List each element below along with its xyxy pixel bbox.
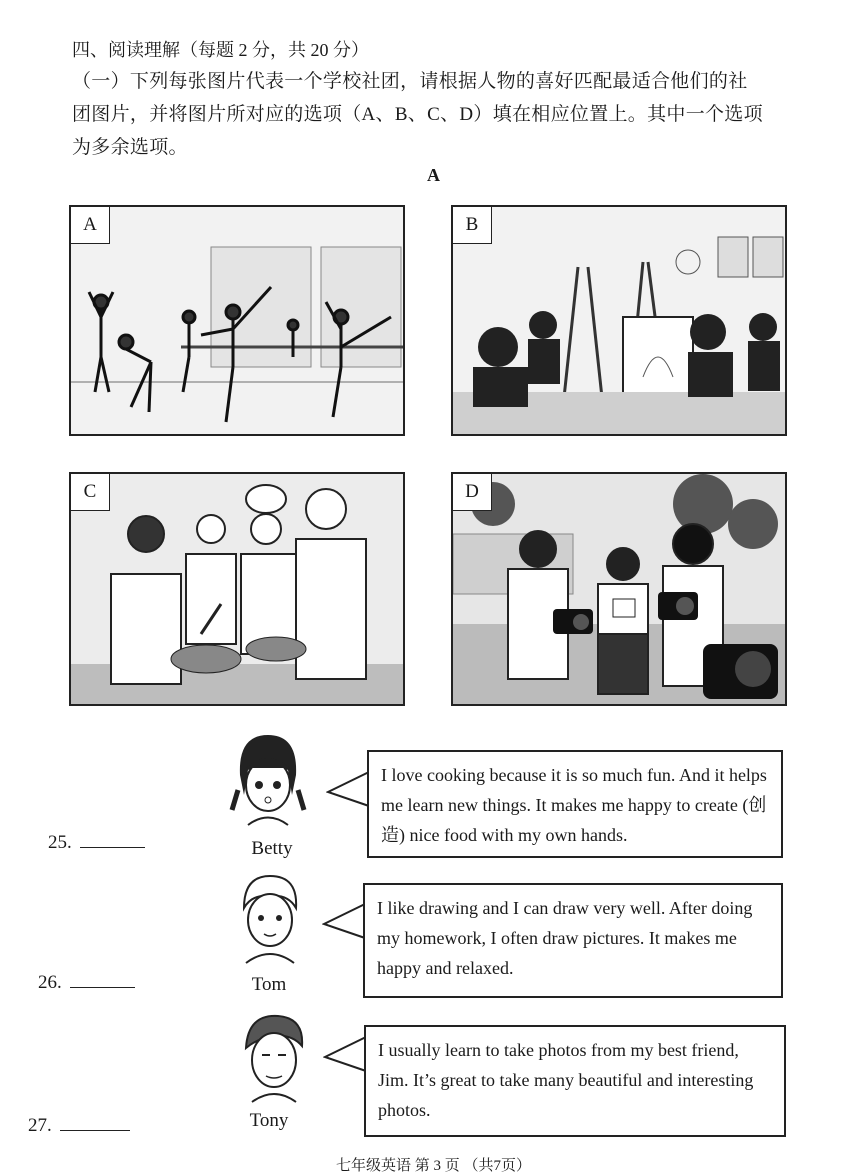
question-25	[48, 832, 145, 854]
name-tom: Tom	[251, 974, 287, 995]
betty-avatar	[228, 730, 308, 830]
picture-b-art	[451, 205, 787, 436]
speech-bubble-tom: I like drawing and I can draw very well. After doing my homework, I often draw pictures. It makes me happy and relaxed.	[363, 883, 783, 998]
question-26	[38, 972, 135, 994]
picture-letter: A	[71, 207, 110, 244]
question-number: 25.	[48, 832, 72, 853]
bubble-tail	[322, 902, 367, 942]
section-title: 四、阅读理解（每题 2 分，共 20 分）	[72, 40, 369, 60]
tony-avatar	[236, 1008, 312, 1106]
bubble-tail	[323, 1035, 368, 1075]
answer-blank-26[interactable]	[70, 987, 135, 988]
instruction-line-1: （一）下列每张图片代表一个学校社团，请根据人物的喜好匹配最适合他们的社	[72, 71, 748, 92]
speech-bubble-tony: I usually learn to take photos from my best friend, Jim. It’s great to take many beautiful and interesting photos.	[364, 1025, 786, 1137]
picture-letter: B	[453, 207, 492, 244]
ballet-illustration	[71, 207, 403, 434]
question-27	[28, 1115, 130, 1137]
speech-bubble-betty: I love cooking because it is so much fun. And it helps me learn new things. It makes me happy to create (创造) nice food with my own hands.	[367, 750, 783, 858]
name-betty: Betty	[251, 838, 293, 859]
picture-a-ballet	[69, 205, 405, 436]
page-footer: 七年级英语 第 3 页 （共7页）	[335, 1158, 531, 1174]
bubble-tail	[326, 770, 371, 810]
answer-blank-27[interactable]	[60, 1130, 130, 1131]
art-class-illustration	[453, 207, 785, 434]
picture-letter: C	[71, 474, 110, 511]
instruction-line-2: 团图片，并将图片所对应的选项（A、B、C、D）填在相应位置上。其中一个选项	[72, 104, 763, 125]
part-label: A	[427, 165, 440, 185]
question-number: 27.	[28, 1115, 52, 1136]
tom-avatar	[232, 868, 308, 968]
picture-d-photography	[451, 472, 787, 706]
cooking-class-illustration	[71, 474, 403, 704]
picture-c-cooking	[69, 472, 405, 706]
answer-blank-25[interactable]	[80, 847, 145, 848]
picture-letter: D	[453, 474, 492, 511]
name-tony: Tony	[249, 1110, 289, 1131]
question-number: 26.	[38, 972, 62, 993]
photography-club-illustration	[453, 474, 785, 704]
instruction-line-3: 为多余选项。	[72, 137, 188, 158]
